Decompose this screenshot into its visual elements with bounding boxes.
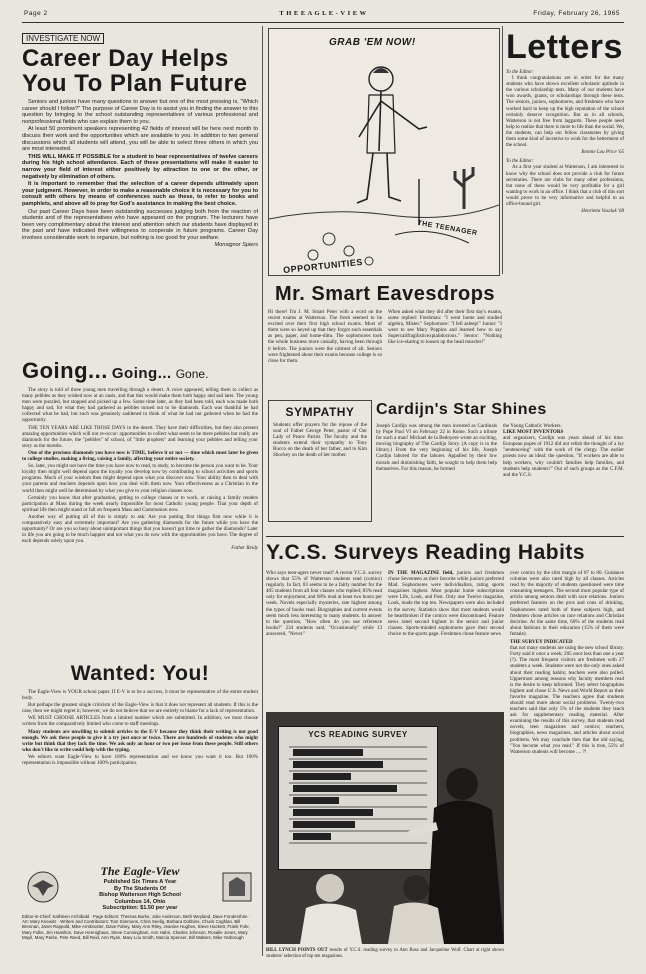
letter-signature: Bonnie Lou Price '65 [581, 150, 624, 156]
column [388, 570, 504, 637]
salutation: To the Editor: [506, 159, 534, 165]
letters-column [506, 28, 624, 374]
paragraph: WE MUST CHOOSE ARTICLES from a limited number which are submitted. In addition, we must choose writers from the comparatively limited who come to staff meetings. [22, 715, 258, 728]
cardijn-article [376, 400, 624, 534]
chart-board-title: YCS READING SURVEY [308, 730, 408, 739]
paragraph: We editors want Eagle-View to have 100% representation and we know you want it too. But 100% representation is impossible without 100% participation. [22, 753, 258, 767]
article-kicker: INVESTIGATE NOW [22, 33, 104, 44]
column [503, 423, 624, 478]
paragraph: THIS WILL MAKE IT POSSIBLE for a student to hear representatives of twelve careers during his high school attendance. Each of these presentations will make it easier to narrow your field of interest either positively by attraction to one or the other, or negatively by elimination of others. [22, 153, 258, 180]
paragraph: But perhaps the greatest single criticism of the Eagle-View is that it does not represent all students. If this is the case, then we might regret it; however, we do not believe that we are entirely to blame for a lack of representation. [22, 702, 258, 715]
column-divider [502, 26, 503, 274]
masthead: T H E E A G L E - V I E W [279, 10, 367, 17]
sympathy-box [268, 400, 372, 522]
salutation: To the Editor: [506, 70, 534, 75]
column: When asked what they did after their first day's exams, some replied: Freshman: "I went home and studied algebra, Mister." Sophomore: "I fell asleep!" Junior: "I went to see Mary Poppins and learned how to say Supercalifragilisticexpialidocious." Senior: "Nothing like ice-skating to loosen up the head muscles!" [388, 309, 502, 346]
eagle-emblem-icon [26, 870, 60, 904]
survey-photo [266, 712, 504, 944]
staff-roster: Editor-in-Chief: Kathleen Archibald · Page Editors: Theresa Burke, Julie Anderson, Beth Weyland, Dave Fondershire · Art: Mary Kriewitz · Writers and Contributors: Tom Simmons, Chris Seelig, Barbara Dobbins, Chuck Coghlan, Bill Brennan, Janet Rappold, Mike Armbruster, Dave Fahey, Mary Ann Riley, Jeanine Hughes, Steve Hackett, Frank Fuhr, Mary Fulks, Jim Hamilton, Dave Hennighaus, Steve Cunningham, Ann Hahn, Charles Johnson, Rosalie Jones, Mary Mayil, Mary Parke, Pete Reed, Bill Reid, Ann Ryan, Mary Lou Smith, Marcia Spencer, Bill Walters, Mike Yarbrough [22, 913, 251, 940]
column: Who says teen-agers never read? A recent Y.C.S. survey shows that 55% of Watterson students read (comics) regularly. In fact, 83 seems to be a fairly number for the 405 students from all four classes who replied; 83% read only for enjoyment, and 68% read at least two hours per week. Novels especially mysteries, rate highest among the types of books read. Biographies and current events seem much less interesting to many students. In answer to the question, "How often do you use reference books?" 234 students said, "Occasionally" while 13 answered, "Never." [266, 570, 382, 637]
column-text: over comics by the slim margin of 87 to 80. Guidance columns were also rated high by all classes. Articles read by the majority of students questioned were time consuming teenagers. The second most popular type of article among seniors dealt with race relations. Juniors preferred features on the pros and cons of drinking. Sophomores rated both of these subjects high, and freshmen chose articles on race relations and Christian doctrine. At the same time, 60% of the students read about fashions in their education (15% of them were female). [510, 570, 624, 637]
cartoon-drawing [269, 29, 499, 275]
section-rule [266, 536, 624, 537]
article-body [376, 423, 624, 478]
cartoon-caption: GRAB 'EM NOW! [329, 37, 416, 48]
headline: Mr. Smart Eavesdrops [274, 283, 496, 305]
column-text: that not many students are using the new school library. Forty said it once a week; 205 once less than one a year (?). The most frequent visitors are freshmen with 27 students a week. Students were not the only ones asked about their reading habits; teachers were also polled. Uppermost among reasons why faculty members read is the desire to keep informed. They select biographies highest and chose U.S. News and World Report as their favorite magazine. The teachers agree that students should read more about social problems. Twenty-two teachers said that only 5% of the students they teach ask for supplementary reading material. After examining the results of this survey, that students read novels, teen magazines and comics; teachers, biographies, news magazines, and articles about social problems. We may conclude then that the old saying, "You become what you read." If this is true, 55% of Watterson students will become .... ?! [510, 645, 624, 755]
byline: Father Reidy [231, 545, 258, 552]
paragraph: The story is told of three young men travelling through a desert. A voice appeared, telling them to collect as many pebbles as they wished now at an oasis, and that this would make them both happy and sad later. The young men were puzzled, but stopped and picked up a few. Some time later, as they had been told, each was made both happy and sad, for what they had gathered as pebbles turned out to be diamonds. Each was thankful he had collected what he had, but each was genuinely saddened to think of what he had not gathered when he had the opportunity. [22, 387, 258, 424]
paragraph: Another way of putting all of this is simply to ask: Are you putting first things first now while it is comparatively easy and extremely important? Are you gathering diamonds for the future while you have the opportunity? Or are you so busy about unimportant things that you haven't got time to gather the diamonds? Later in life you are going to be much happier and not what you do now with the opportunities you have. The degree of each depends solely upon you. [22, 513, 258, 545]
wanted-article [22, 662, 258, 858]
paragraph: Seniors and juniors have many questions to answer but one of the most pressing is, "Which career should I follow?" The purpose of Career Day is to assist you in finding the answer to this question by bringing to the school outstanding representatives of various professional and nonprofessional fields who can explain them to you. [22, 99, 258, 125]
subhead: IN THE MAGAZINE field, [388, 570, 454, 576]
staff-box [22, 864, 258, 960]
subhead: LIKE MOST INVENTORS [503, 429, 564, 436]
section-title: Letters [506, 28, 623, 66]
article-body [268, 309, 502, 364]
subhead: THE SURVEY INDICATED [510, 639, 573, 646]
ycs-survey-article [266, 540, 624, 964]
paragraph: One of the precious diamonds you have now is TIME, believe it or not — time which must later be given to college studies, making a living, raising a family, affecting your entire society. [22, 449, 258, 463]
publication-line: Subscription: $1.50 per year [102, 905, 178, 912]
paragraph: It is important to remember that the selection of a career depends ultimately upon your judgment. However, in order to make a reasonable choice it is necessary for you to consult with others by means of conferences such as these, to refer to books and pamphlets, and above all to pray for God's assistance in making the best choice. [22, 181, 258, 207]
headline-part: Gone. [175, 367, 209, 381]
paragraph: The Eagle-View is YOUR school paper. If E-V is to be a success, it must be representative of the entire student body. [22, 689, 258, 702]
paragraph: So, later, you might not have the time you have now to read, to study, to become the person you want to be. Your loyalty then might well depend upon the loyalty you develop now by contributing to school activities and sports programs. Much of your wisdom then might depend upon what you discover now. Your ability then to deal with your parents and teachers depends upon how you deal with them now. Your effectiveness as a Christian in the world then might well be determined by what you give to your religion classes now. [22, 463, 258, 494]
box-title: SYMPATHY [285, 405, 355, 419]
headline: Y.C.S. Surveys Reading Habits [266, 541, 586, 564]
paragraph: I think congratulations are in order for the many students who have shown excellent scholastic aptitude in the various scholarship tests. Many of our students have won awards, grants, or scholarships through these tests. The seniors, juniors, sophomores, and freshmen who have worked hard to keep up the high reputation of the school certainly deserve recognition. But as in all schools, Watterson is not free from laggards. These people need help to realize that there is more to life than the social. We, the students, can help our fellow classmates by giving them some kind of incentive to work for the betterment of the school. [506, 76, 624, 149]
editorial-cartoon [268, 28, 500, 276]
headline [22, 358, 258, 384]
school-seal-icon [220, 870, 254, 904]
publication-line: By The Students Of [114, 885, 166, 892]
cartoon-sign: THE TEENAGER [416, 219, 478, 238]
article-body [22, 387, 258, 551]
letter-signature: Henrietta Vaszlak '68 [581, 209, 624, 215]
publication-line: Columbus 14, Ohio [114, 898, 166, 905]
headline-line-2: You To Plan Future [22, 70, 248, 97]
publication-line: Published Six Times A Year [103, 879, 177, 885]
going-gone-article [22, 358, 258, 658]
column-lead: the Young Catholic Workers. [503, 423, 562, 429]
column: Hi there! I'm J. M. Smart Peter with a word on the recent exams at Watterson. The fresh seemed to be excited over their first high school exams. Most of them were so keyed up that they forgot such essentials as pen, paper, and home-ditto. The sophomores took the whole business more casually, having been through it before. The juniors were the calmest of all. Seniors were frightened about their exams because college is so close for them. [268, 309, 382, 364]
headline: Cardijn's Star Shines [376, 401, 547, 418]
headline-part: Going... [111, 365, 172, 382]
paragraph: At least 50 prominent speakers representing 42 fields of interest will be here next month to discuss their work and the opportunities which are available to you. In addition to two general discussions which all students will attend, you will be able to select three others in which you are most interested. [22, 126, 258, 153]
column [510, 570, 624, 755]
issue-date: Friday, February 26, 1965 [533, 10, 620, 17]
publication-line: Bishop Watterson High School [99, 892, 181, 899]
headline: Wanted: You! [70, 662, 210, 685]
staff-title: The Eagle-View [100, 864, 180, 878]
headline-line-1: Career Day Helps [22, 45, 229, 72]
page-number: Page 2 [24, 10, 48, 17]
box-body: Students offer prayers for the repose of the soul of Father George Peter, pastor of Our Lady of Peace Parish. The faculty and the students extend their sympathy to Tony Bucco on the death of her father, and to Kim Shockey on the death of her mother. [273, 422, 367, 459]
article-body [22, 99, 258, 249]
career-day-article [22, 28, 258, 358]
paragraph: As a first year student at Watterson, I am interested to know why the school does not provide a club for future secretaries. There are clubs for many other professions, but none of these would be very profitable for a girl wanting to work in an office. I think that a club of this sort would prove to be very informative and helpful to an office-bound girl. [506, 165, 624, 207]
top-rule [22, 22, 624, 23]
column: Joseph Cardijn was among the men invested as Cardinals by Pope Paul VI on February 22 in Rome. Such a tribute for such a man! Michael de la Bedoyere wrote an exciting, moving biography of The Cardijn Story. (A copy is in the library.) From the very beginning of his life, Joseph Cardijn labored for the laborer. Appalled by their low morals and diminishing faith, he sought to help them help themselves. For this reason, he formed [376, 423, 497, 472]
article-body [22, 689, 258, 766]
paragraph: Many students are unwilling to submit articles to the E-V because they think their writing is not good enough. We ask these people to give it a try just once or twice. There are hundreds of students who might write but think that they lack the time. We ask only an hour or two per issue from these people. Still others who don't like to write could help with the typing. [22, 728, 258, 753]
column-text: and organizers, Cardijn was years ahead of his time. European popes of 1912 did not relish the thought of a lay "sentenceing" with the work of the clergy. The earlier priests now an ideal: the question, "If workers are able to help workers, why couldn't families help families, and students help students?" Out of such groups as the C.F.M. and the Y.C.S. [503, 435, 624, 478]
people-silhouettes [266, 712, 504, 944]
photo-caption [266, 948, 504, 960]
paragraph: THE TEN YEARS ARE LIKE THOSE DAYS in the desert. They have their difficulties, but they also present amazing opportunities which will not re-occur: opportunities to collect what seem to be mere pebbles but really are diamonds for the future, the "pebbles" of school, of "little prophets" and learning your pebbles and telling your story as the months. [22, 424, 258, 449]
caption-lead: BILL LYNCH POINTS OUT [266, 948, 328, 953]
caption-text: results of Y.C.S. reading survey to Ann Ross and Jacqueline Wolf. Chart at right shows students' selection of top ten magazines. [266, 948, 505, 959]
cartoon-label: OPPORTUNITIES [282, 256, 364, 276]
column-divider [262, 26, 263, 956]
headline-part: Going... [22, 358, 108, 383]
byline: Monsignor Spiers [214, 242, 258, 249]
letter [506, 70, 624, 215]
paragraph: Our past Career Days have been outstanding successes judging both from the reaction of students and of the representatives who have appeared on the program. The lecturers have been very complimentary about the interest and attention which our students have displayed in the past and have indicated their willingness to cooperate in future programs. Career Day involves considerable work to organize, but nothing is too good for your welfare. [22, 208, 258, 241]
column-text: juniors and freshmen chose Seventeen as their favorite while juniors preferred Mad. Sophomores were individualists, rating sports magazines highest. Most popular home subscriptions were Life, Look, and Post. Only one Twelve magazine, Look, made the top ten. Newspapers were also included in the survey. Statistics show that most students would be heartbroken if the comics were discontinued. Feature news rated second highest in the senior and junior classes. Sports-minded sophomores gave their second choice to the sports page. Freshmen chose feature news [388, 570, 504, 637]
paragraph: Certainly you know that after graduation, getting to college classes or to work, or raising a family renders participation at Mass during the week nearly impossible for most Catholic young people. That your depth of spiritual life then might stand or fall on frequent Mass and Communion now. [22, 494, 258, 513]
eavesdrops-article [268, 282, 502, 396]
